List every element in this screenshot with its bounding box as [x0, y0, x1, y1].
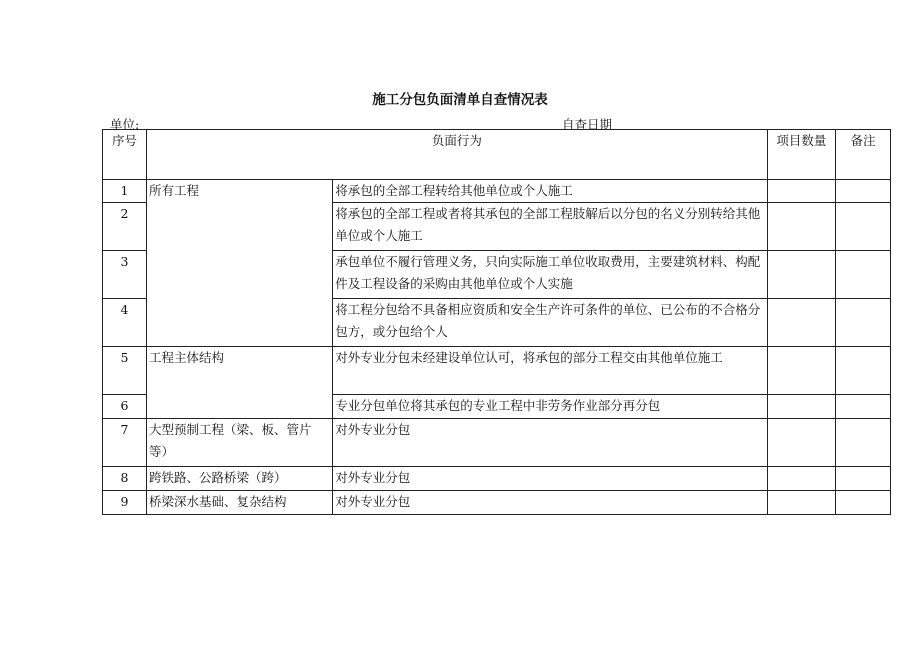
quantity-cell[interactable] — [767, 203, 835, 251]
category-main-structure: 工程主体结构 — [147, 347, 333, 419]
page-title: 施工分包负面清单自查情况表 — [372, 92, 548, 108]
header-row — [103, 130, 891, 180]
row-seq: 5 — [103, 347, 147, 395]
category-foundation: 桥梁深水基础、复杂结构 — [147, 491, 333, 515]
table-row — [103, 467, 891, 491]
remark-cell[interactable] — [835, 299, 890, 347]
row-seq: 2 — [103, 203, 147, 251]
row-behavior: 将承包的全部工程或者将其承包的全部工程肢解后以分包的名义分别转给其他单位或个人施工 — [333, 203, 768, 251]
remark-cell[interactable] — [835, 395, 890, 419]
category-bridge: 跨铁路、公路桥梁（跨） — [147, 467, 333, 491]
unit-label: 单位: — [110, 117, 140, 132]
remark-cell[interactable] — [835, 203, 890, 251]
remark-cell[interactable] — [835, 467, 890, 491]
table-row — [103, 491, 891, 515]
header-quantity: 项目数量 — [767, 130, 835, 180]
row-behavior: 将工程分包给不具备相应资质和安全生产许可条件的单位、已公布的不合格分包方，或分包给个人 — [333, 299, 768, 347]
table-row — [103, 180, 891, 203]
remark-cell[interactable] — [835, 491, 890, 515]
table-row — [103, 419, 891, 467]
row-behavior: 承包单位不履行管理义务，只向实际施工单位收取费用，主要建筑材料、构配件及工程设备的采购由其他单位或个人实施 — [333, 251, 768, 299]
header-behavior: 负面行为 — [147, 130, 768, 180]
row-behavior: 对外专业分包 — [333, 419, 768, 467]
row-seq: 1 — [103, 180, 147, 203]
quantity-cell[interactable] — [767, 467, 835, 491]
remark-cell[interactable] — [835, 347, 890, 395]
row-seq: 6 — [103, 395, 147, 419]
row-behavior: 将承包的全部工程转给其他单位或个人施工 — [333, 180, 768, 203]
row-seq: 4 — [103, 299, 147, 347]
row-behavior: 对外专业分包 — [333, 467, 768, 491]
remark-cell[interactable] — [835, 251, 890, 299]
quantity-cell[interactable] — [767, 299, 835, 347]
row-seq: 7 — [103, 419, 147, 467]
remark-cell[interactable] — [835, 180, 890, 203]
header-remark: 备注 — [835, 130, 890, 180]
table-row — [103, 347, 891, 395]
category-prefab: 大型预制工程（梁、板、管片等） — [147, 419, 333, 467]
quantity-cell[interactable] — [767, 395, 835, 419]
row-behavior: 对外专业分包 — [333, 491, 768, 515]
remark-cell[interactable] — [835, 419, 890, 467]
header-seq: 序号 — [103, 130, 147, 180]
quantity-cell[interactable] — [767, 347, 835, 395]
self-check-table — [102, 129, 891, 515]
category-all: 所有工程 — [147, 180, 333, 347]
row-seq: 8 — [103, 467, 147, 491]
row-seq: 9 — [103, 491, 147, 515]
quantity-cell[interactable] — [767, 251, 835, 299]
check-date-label: 自查日期 — [562, 117, 613, 132]
row-seq: 3 — [103, 251, 147, 299]
row-behavior: 专业分包单位将其承包的专业工程中非劳务作业部分再分包 — [333, 395, 768, 419]
quantity-cell[interactable] — [767, 180, 835, 203]
quantity-cell[interactable] — [767, 491, 835, 515]
row-behavior: 对外专业分包未经建设单位认可，将承包的部分工程交由其他单位施工 — [333, 347, 768, 395]
quantity-cell[interactable] — [767, 419, 835, 467]
